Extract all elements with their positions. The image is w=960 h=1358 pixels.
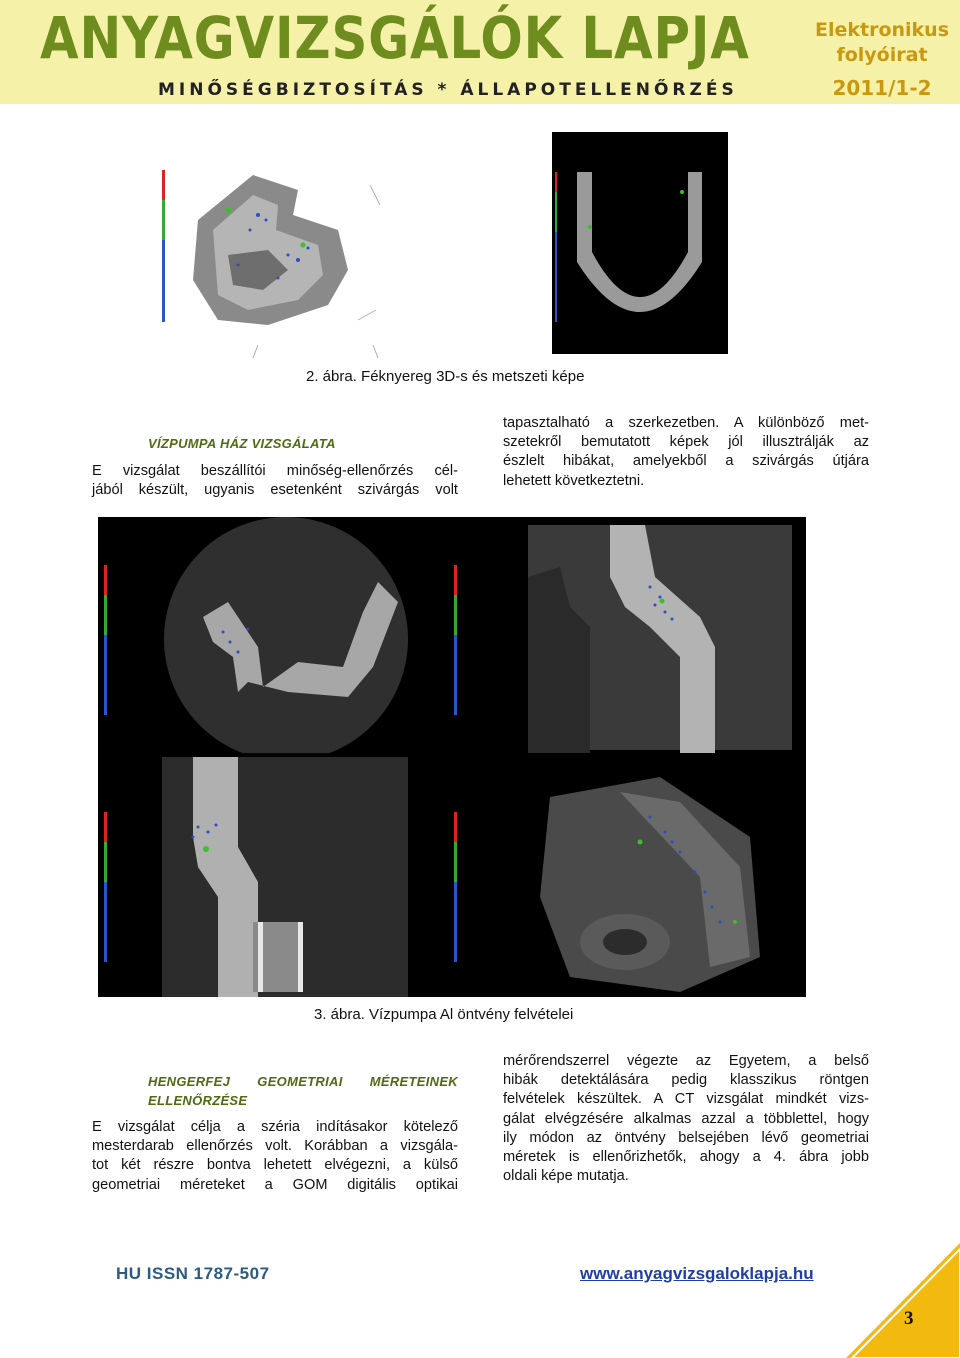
- section1-right-text: [503, 414, 869, 491]
- water-pump-ct-images: [98, 517, 806, 997]
- color-scale-bar: [454, 565, 457, 715]
- section-heading-cylinder-head-line2: ELLENŐRZÉSE: [148, 1093, 248, 1108]
- issn-label: HU ISSN 1787-507: [116, 1264, 270, 1283]
- text-line: lehetett következtetni.: [503, 472, 645, 489]
- text-line: tot két részre bontva lehetett elvégezni, a külső: [92, 1157, 458, 1174]
- figure-2-caption: 2. ábra. Féknyereg 3D-s és metszeti képe: [306, 368, 585, 385]
- caliper-cross-section: [552, 132, 728, 354]
- text-line: észlelt hibákat, amelyekből a szivárgás útjára: [503, 453, 869, 470]
- text-line: gálat elvégzésére alkalmas azzal a többlettel, hogy: [503, 1110, 869, 1127]
- website-link[interactable]: www.anyagvizsgaloklapja.hu: [580, 1264, 814, 1283]
- text-line: geometriai méreteket a GOM digitális optikai: [92, 1176, 458, 1193]
- section-heading-water-pump: VÍZPUMPA HÁZ VIZSGÁLATA: [148, 436, 336, 451]
- text-line: méretek is ellenőrizhetők, ahogy a 4. ábra jobb: [503, 1149, 869, 1166]
- text-line: E vizsgálat beszállítói minőség-ellenőrzés cél-: [92, 463, 458, 479]
- text-line: ily módon az öntvény belsejében lévő geometriai: [503, 1129, 869, 1146]
- color-scale-bar: [162, 170, 165, 322]
- color-scale-bar: [104, 812, 107, 962]
- figure-3-caption: 3. ábra. Vízpumpa Al öntvény felvételei: [314, 1006, 574, 1023]
- heading-word: GEOMETRIAI: [257, 1074, 343, 1089]
- ct-slice-bottom-left: [98, 757, 444, 997]
- section-heading-cylinder-head: [148, 1074, 458, 1089]
- section2-left-text: [92, 1118, 458, 1195]
- heading-word: HENGERFEJ: [148, 1074, 231, 1089]
- ct-3d-render-bottom-right: [450, 757, 806, 997]
- text-line: mérőrendszerrel végezte az Egyetem, a belső: [503, 1053, 869, 1069]
- caliper-3d-render: [158, 160, 388, 360]
- ct-slice-top-right: [450, 517, 806, 753]
- issue-number: 2011/1-2: [832, 76, 932, 100]
- page-number: 3: [904, 1308, 914, 1329]
- ejournal-line-1: Elektronikus: [814, 19, 950, 41]
- header-band: [0, 0, 960, 104]
- ct-slice-top-left: [98, 517, 444, 753]
- journal-subtitle: MINŐSÉGBIZTOSÍTÁS * ÁLLAPOTELLENŐRZÉS: [158, 80, 738, 100]
- color-scale-bar: [454, 812, 457, 962]
- text-line: E vizsgálat célja a széria indításakor kötelező: [92, 1119, 458, 1135]
- section1-left-text: [92, 462, 458, 500]
- ejournal-line-2: folyóirat: [836, 44, 928, 66]
- color-scale-bar: [555, 172, 557, 322]
- journal-title: ANYAGVIZSGÁLÓK LAPJA: [40, 4, 750, 72]
- heading-word: MÉRETEINEK: [369, 1074, 458, 1089]
- text-line: jából készült, ugyanis esetenként szivárgás volt: [92, 482, 458, 499]
- text-line: tapasztalható a szerkezetben. A különböző met-: [503, 415, 869, 431]
- text-line: szetekről bemutatott képek jól illusztrálják az: [503, 434, 869, 451]
- text-line: hibák detektálására pedig klasszikus röntgen: [503, 1072, 869, 1089]
- color-scale-bar: [104, 565, 107, 715]
- text-line: felvételek készültek. A CT vizsgálat mindkét vizs-: [503, 1091, 869, 1108]
- text-line: mesterdarab ellenőrzés volt. Korábban a vizsgála-: [92, 1138, 458, 1155]
- ejournal-label: [812, 18, 952, 68]
- section2-right-text: [503, 1052, 869, 1186]
- text-line: oldali képe mutatja.: [503, 1168, 629, 1185]
- page-corner-triangle: [846, 1243, 960, 1358]
